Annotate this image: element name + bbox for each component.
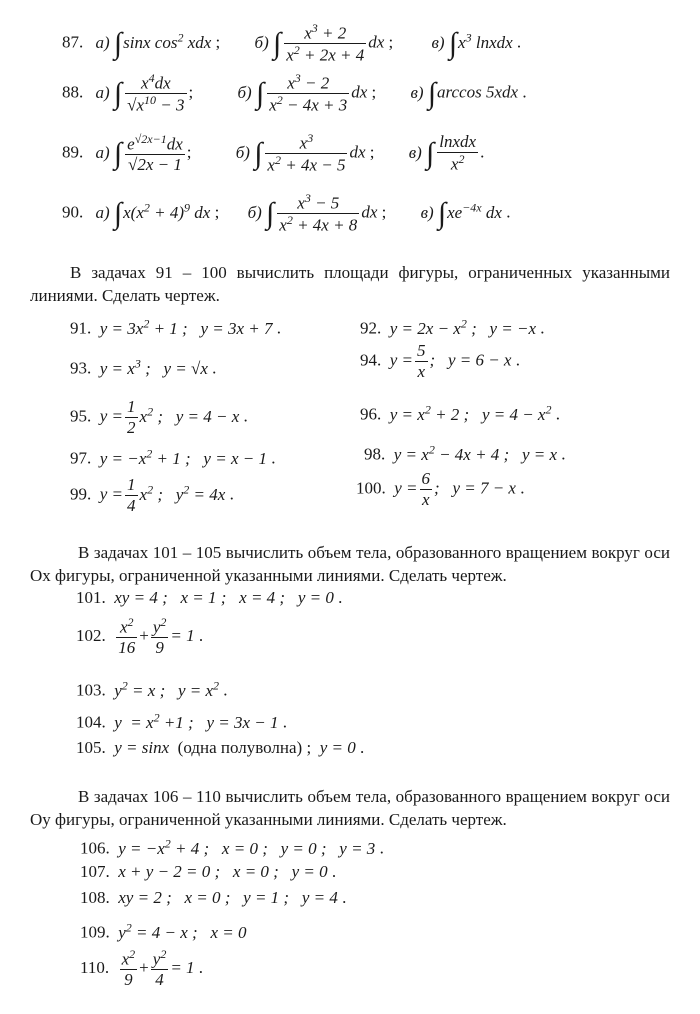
problem-109: 109. $y^2 = 4 - x$ ; x = 0 <box>80 920 247 942</box>
problem-103: 103. $y^2 = x$ ; $y = x^2$ . <box>76 678 228 700</box>
problem-102: 102. $\frac{x^2}{16}$ + $\frac{y^2}{9}$ = 1 . <box>76 615 204 658</box>
problem-92: 92. $y = 2x - x^2$ ; y = −x . <box>360 316 545 338</box>
problem-110: 110. $\frac{x^2}{9}$ + $\frac{y^2}{4}$ = 1 . <box>80 947 204 990</box>
section-rot-oy-text: В задачах 106 – 110 вычислить объем тела, образованного вращением вокруг оси Oy фигуры, ограниченной указанными линиями. Сделать чертеж. <box>30 787 670 829</box>
problem-100: 100. y = $\frac{6}{x}$ ; y = 7 − x . <box>356 469 525 509</box>
problem-106: 106. $y = -x^2 + 4$ ; x = 0 ; y = 0 ; y = 3 . <box>80 836 384 858</box>
problem-94: 94. y = $\frac{5}{x}$ ; y = 6 − x . <box>360 341 520 381</box>
problem-105: 105. y = sinx (одна полуволна) ; y = 0 . <box>76 738 365 757</box>
problem-107: 107. x + y − 2 = 0 ; x = 0 ; y = 0 . <box>80 862 337 881</box>
problem-108: 108. xy = 2 ; x = 0 ; y = 1 ; y = 4 . <box>80 888 347 907</box>
problem-91: 91. $y = 3x^2 + 1$ ; y = 3x + 7 . <box>70 316 281 338</box>
problem-96: 96. $y = x^2 + 2$ ; $y = 4 - x^2$ . <box>360 402 560 424</box>
problem-89: 89. а) ∫ $\frac{e^{√2x-1}dx}{√2x - 1}$ ; б) ∫ $\frac{x^3}{x^2 + 4x - 5}$ dx ; в) ∫ $\frac{\text{lnxdx}}{x^2}$ . <box>62 131 485 175</box>
section-rot-ox-text: В задачах 101 – 105 вычислить объем тела, образованного вращением вокруг оси Ox фигуры, ограниченной указанными линиями. Сделать чертеж. <box>30 543 670 585</box>
problem-90: 90. а) $\int x(x^2 + 4)^9$ dx ; б) ∫ $\frac{x^3 - 5}{x^2 + 4x + 8}$ dx ; в) $\int xe^{-4x}$ dx . <box>62 191 511 235</box>
problem-98: 98. $y = x^2 - 4x + 4$ ; y = x . <box>364 442 566 464</box>
problem-104: 104. $y = x^2 +1$ ; y = 3x − 1 . <box>76 710 287 732</box>
problem-101: 101. xy = 4 ; x = 1 ; x = 4 ; y = 0 . <box>76 588 343 607</box>
section-area-text: В задачах 91 – 100 вычислить площади фигуры, ограниченных указанными линиями. Сделать чертеж. <box>30 263 670 305</box>
problem-95: 95. y = $\frac{1}{2}$ $x^2$ ; y = 4 − x . <box>70 397 248 437</box>
problem-88: 88. а) ∫ $\frac{x^4dx}{√x^{10} - 3}$ ; б) ∫ $\frac{x^3 - 2}{x^2 - 4x + 3}$ dx ; в) ∫arccos 5xdx . <box>62 71 527 115</box>
problem-93: 93. $y = x^3$ ; y = √x . <box>70 356 217 378</box>
half-wave-note: (одна полуволна) <box>177 738 303 757</box>
problem-87: 87. а) ∫sinx $\cos^2$ xdx ; б) ∫ $\frac{x^3 + 2}{x^2 + 2x + 4}$ dx ; в) $\int x^3$ lnxdx . <box>62 21 522 65</box>
problem-97: 97. $y = -x^2 + 1$ ; y = x − 1 . <box>70 446 276 468</box>
problem-number: 87. <box>62 32 84 52</box>
problem-99: 99. y = $\frac{1}{4}$ $x^2$ ; $y^2 = 4x$ . <box>70 475 234 515</box>
